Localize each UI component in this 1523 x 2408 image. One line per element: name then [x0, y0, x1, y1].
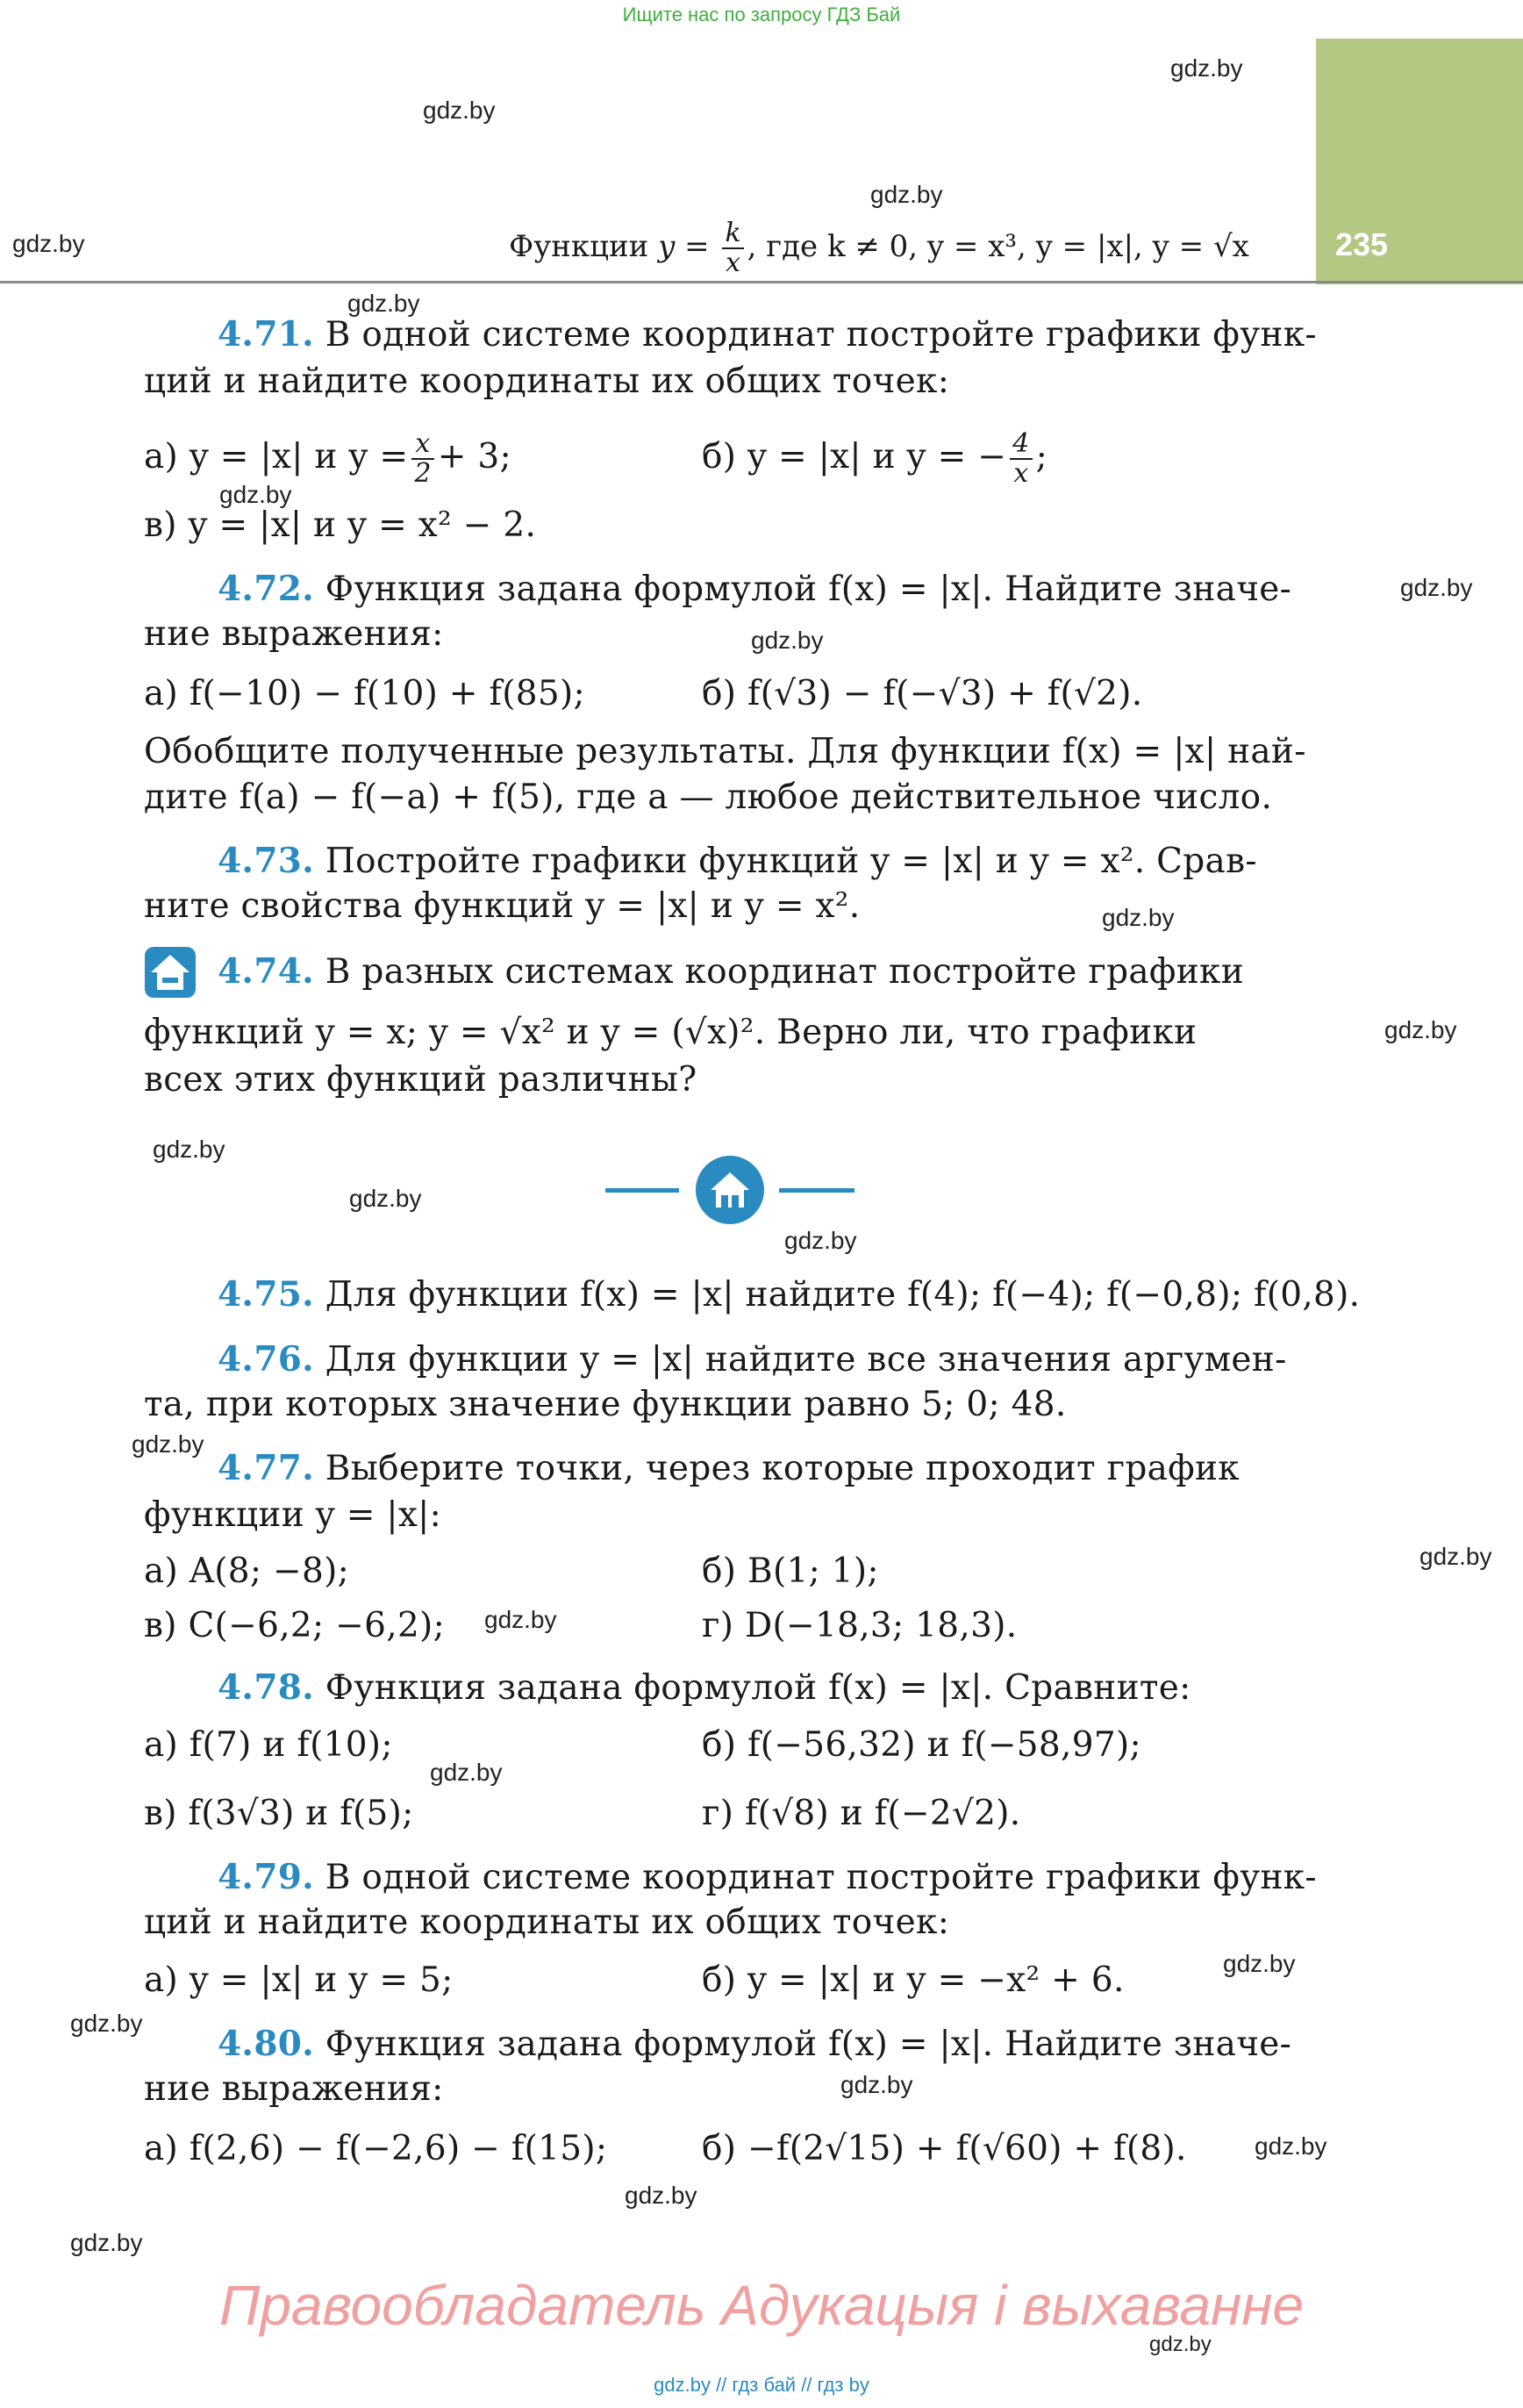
problem-number: 4.79. [218, 1857, 315, 1897]
problem-4-76-line1: 4.76. Для функции y = |x| найдите все значения аргумен- [218, 1339, 1287, 1380]
problem-number: 4.73. [218, 841, 315, 881]
problem-4-77-d: г) D(−18,3; 18,3). [702, 1606, 1018, 1645]
watermark: gdz.by [1223, 1950, 1296, 1977]
watermark: gdz.by [153, 1136, 225, 1163]
problem-4-78-line1: 4.78. Функция задана формулой f(x) = |x|. Сравните: [218, 1667, 1191, 1708]
watermark: gdz.by [1419, 1543, 1492, 1570]
running-head-part2: , где k ≠ 0, y = x³, y = |x|, y = √x [747, 229, 1249, 264]
watermark: gdz.by [1255, 2132, 1327, 2160]
running-head-part1: y = [658, 229, 710, 264]
problem-number: 4.78. [218, 1667, 315, 1708]
section-divider-left [605, 1188, 679, 1193]
header-rule [0, 281, 1523, 283]
problem-4-72-b: б) f(√3) − f(−√3) + f(√2). [702, 674, 1143, 713]
problem-4-74-line2: функций y = x; y = √x² и y = (√x)². Верно ли, что графики [144, 1013, 1198, 1052]
problem-number: 4.74. [218, 951, 315, 992]
problem-4-72-line2: ние выражения: [144, 614, 444, 654]
problem-number: 4.76. [218, 1339, 315, 1380]
running-head [509, 219, 1249, 277]
problem-4-77-c: в) C(−6,2; −6,2); [144, 1606, 446, 1645]
fraction: $\frac{x}{2}$ [411, 430, 433, 488]
problem-4-79-b: б) y = |x| и y = −x² + 6. [702, 1960, 1125, 2000]
problem-4-80-b: б) −f(2√15) + f(√60) + f(8). [702, 2129, 1187, 2168]
problem-4-72-line3: Обобщите полученные результаты. Для функции f(x) = |x| най- [144, 732, 1306, 771]
problem-4-80-line2: ние выражения: [144, 2069, 444, 2109]
copyright-notice: Правообладатель Адукацыя і выхаванне [218, 2274, 1305, 2337]
problem-4-78-a: а) f(7) и f(10); [144, 1725, 393, 1765]
watermark: gdz.by [484, 1606, 557, 1633]
watermark: gdz.by [70, 2229, 143, 2256]
watermark: gdz.by [347, 290, 420, 317]
page-number: 235 [1335, 226, 1389, 262]
watermark: gdz.by [349, 1185, 422, 1212]
problem-4-80-a: а) f(2,6) − f(−2,6) − f(15); [144, 2129, 608, 2168]
watermark: gdz.by [70, 2010, 143, 2037]
frac-num: k [722, 219, 743, 249]
problem-4-74-line3: всех этих функций различны? [144, 1060, 697, 1100]
problem-4-74-line1: 4.74. В разных системах координат постройте графики [218, 951, 1245, 992]
problem-4-79-line1: 4.79. В одной системе координат постройте графики функ- [218, 1857, 1317, 1897]
running-head-fraction [722, 219, 743, 277]
watermark: gdz.by [751, 627, 824, 654]
watermark: gdz.by [12, 230, 85, 257]
problem-4-77-line1: 4.77. Выберите точки, через которые проходит график [218, 1448, 1240, 1488]
watermark: gdz.by [625, 2182, 697, 2209]
watermark: gdz.by [1149, 2333, 1212, 2356]
watermark: gdz.by [1170, 54, 1243, 82]
watermark: gdz.by [423, 97, 496, 124]
problem-4-78-d: г) f(√8) и f(−2√2). [702, 1794, 1021, 1833]
problem-4-80-line1: 4.80. Функция задана формулой f(x) = |x|. Найдите значе- [218, 2024, 1292, 2064]
problem-4-78-b: б) f(−56,32) и f(−58,97); [702, 1725, 1141, 1765]
watermark: gdz.by [840, 2071, 913, 2098]
watermark: gdz.by [219, 481, 292, 508]
watermark: gdz.by [430, 1759, 503, 1786]
problem-number: 4.77. [218, 1448, 315, 1488]
footer-links: gdz.by // гдз бай // гдз by [654, 2374, 869, 2396]
watermark: gdz.by [1102, 904, 1175, 931]
watermark: gdz.by [870, 181, 943, 208]
problem-4-75-line1: 4.75. Для функции f(x) = |x| найдите f(4); f(−4); f(−0,8); f(0,8). [218, 1274, 1361, 1315]
problem-4-71-b: б) y = |x| и y = − $\frac{4}{x}$ ; [702, 428, 1048, 489]
running-head-prefix: Функции [509, 229, 649, 264]
fraction: $\frac{4}{x}$ [1010, 430, 1032, 488]
problem-4-71-c: в) y = |x| и y = x² − 2. [144, 505, 537, 545]
watermark: gdz.by [784, 1227, 857, 1254]
watermark: gdz.by [1384, 1016, 1457, 1043]
problem-4-72-line4: дите f(a) − f(−a) + f(5), где a — любое действительное число. [144, 778, 1273, 817]
problem-number: 4.71. [218, 314, 315, 355]
problem-4-71-a: а) y = |x| и y = $\frac{x}{2}$ + 3; [144, 428, 511, 489]
frac-den: x [726, 247, 741, 278]
section-divider-right [779, 1188, 854, 1193]
home-icon [144, 946, 197, 1002]
problem-4-77-a: а) A(8; −8); [144, 1552, 350, 1591]
home-badge-icon [695, 1155, 765, 1229]
problem-4-72-a: а) f(−10) − f(10) + f(85); [144, 674, 585, 713]
problem-number: 4.75. [218, 1274, 315, 1315]
problem-4-73-line1: 4.73. Постройте графики функций y = |x| и y = x². Срав- [218, 841, 1257, 881]
problem-4-71-line1: 4.71. В одной системе координат постройте графики функ- [218, 314, 1317, 355]
problem-4-79-a: а) y = |x| и y = 5; [144, 1960, 454, 2000]
problem-number: 4.80. [218, 2024, 315, 2064]
problem-4-77-line2: функции y = |x|: [144, 1495, 442, 1535]
problem-4-78-c: в) f(3√3) и f(5); [144, 1794, 414, 1833]
watermark: gdz.by [1400, 574, 1473, 601]
watermark: gdz.by [132, 1430, 204, 1458]
problem-4-76-line2: та, при которых значение функции равно 5; 0; 48. [144, 1385, 1067, 1424]
problem-4-79-line2: ций и найдите координаты их общих точек: [144, 1903, 950, 1942]
problem-4-72-line1: 4.72. Функция задана формулой f(x) = |x|. Найдите значе- [218, 569, 1292, 609]
problem-number: 4.72. [218, 569, 315, 609]
problem-4-73-line2: ните свойства функций y = |x| и y = x². [144, 886, 861, 926]
problem-4-77-b: б) B(1; 1); [702, 1552, 879, 1591]
problem-4-71-line2: ций и найдите координаты их общих точек: [144, 362, 950, 401]
top-banner: Ищите нас по запросу ГДЗ Бай [622, 4, 901, 25]
